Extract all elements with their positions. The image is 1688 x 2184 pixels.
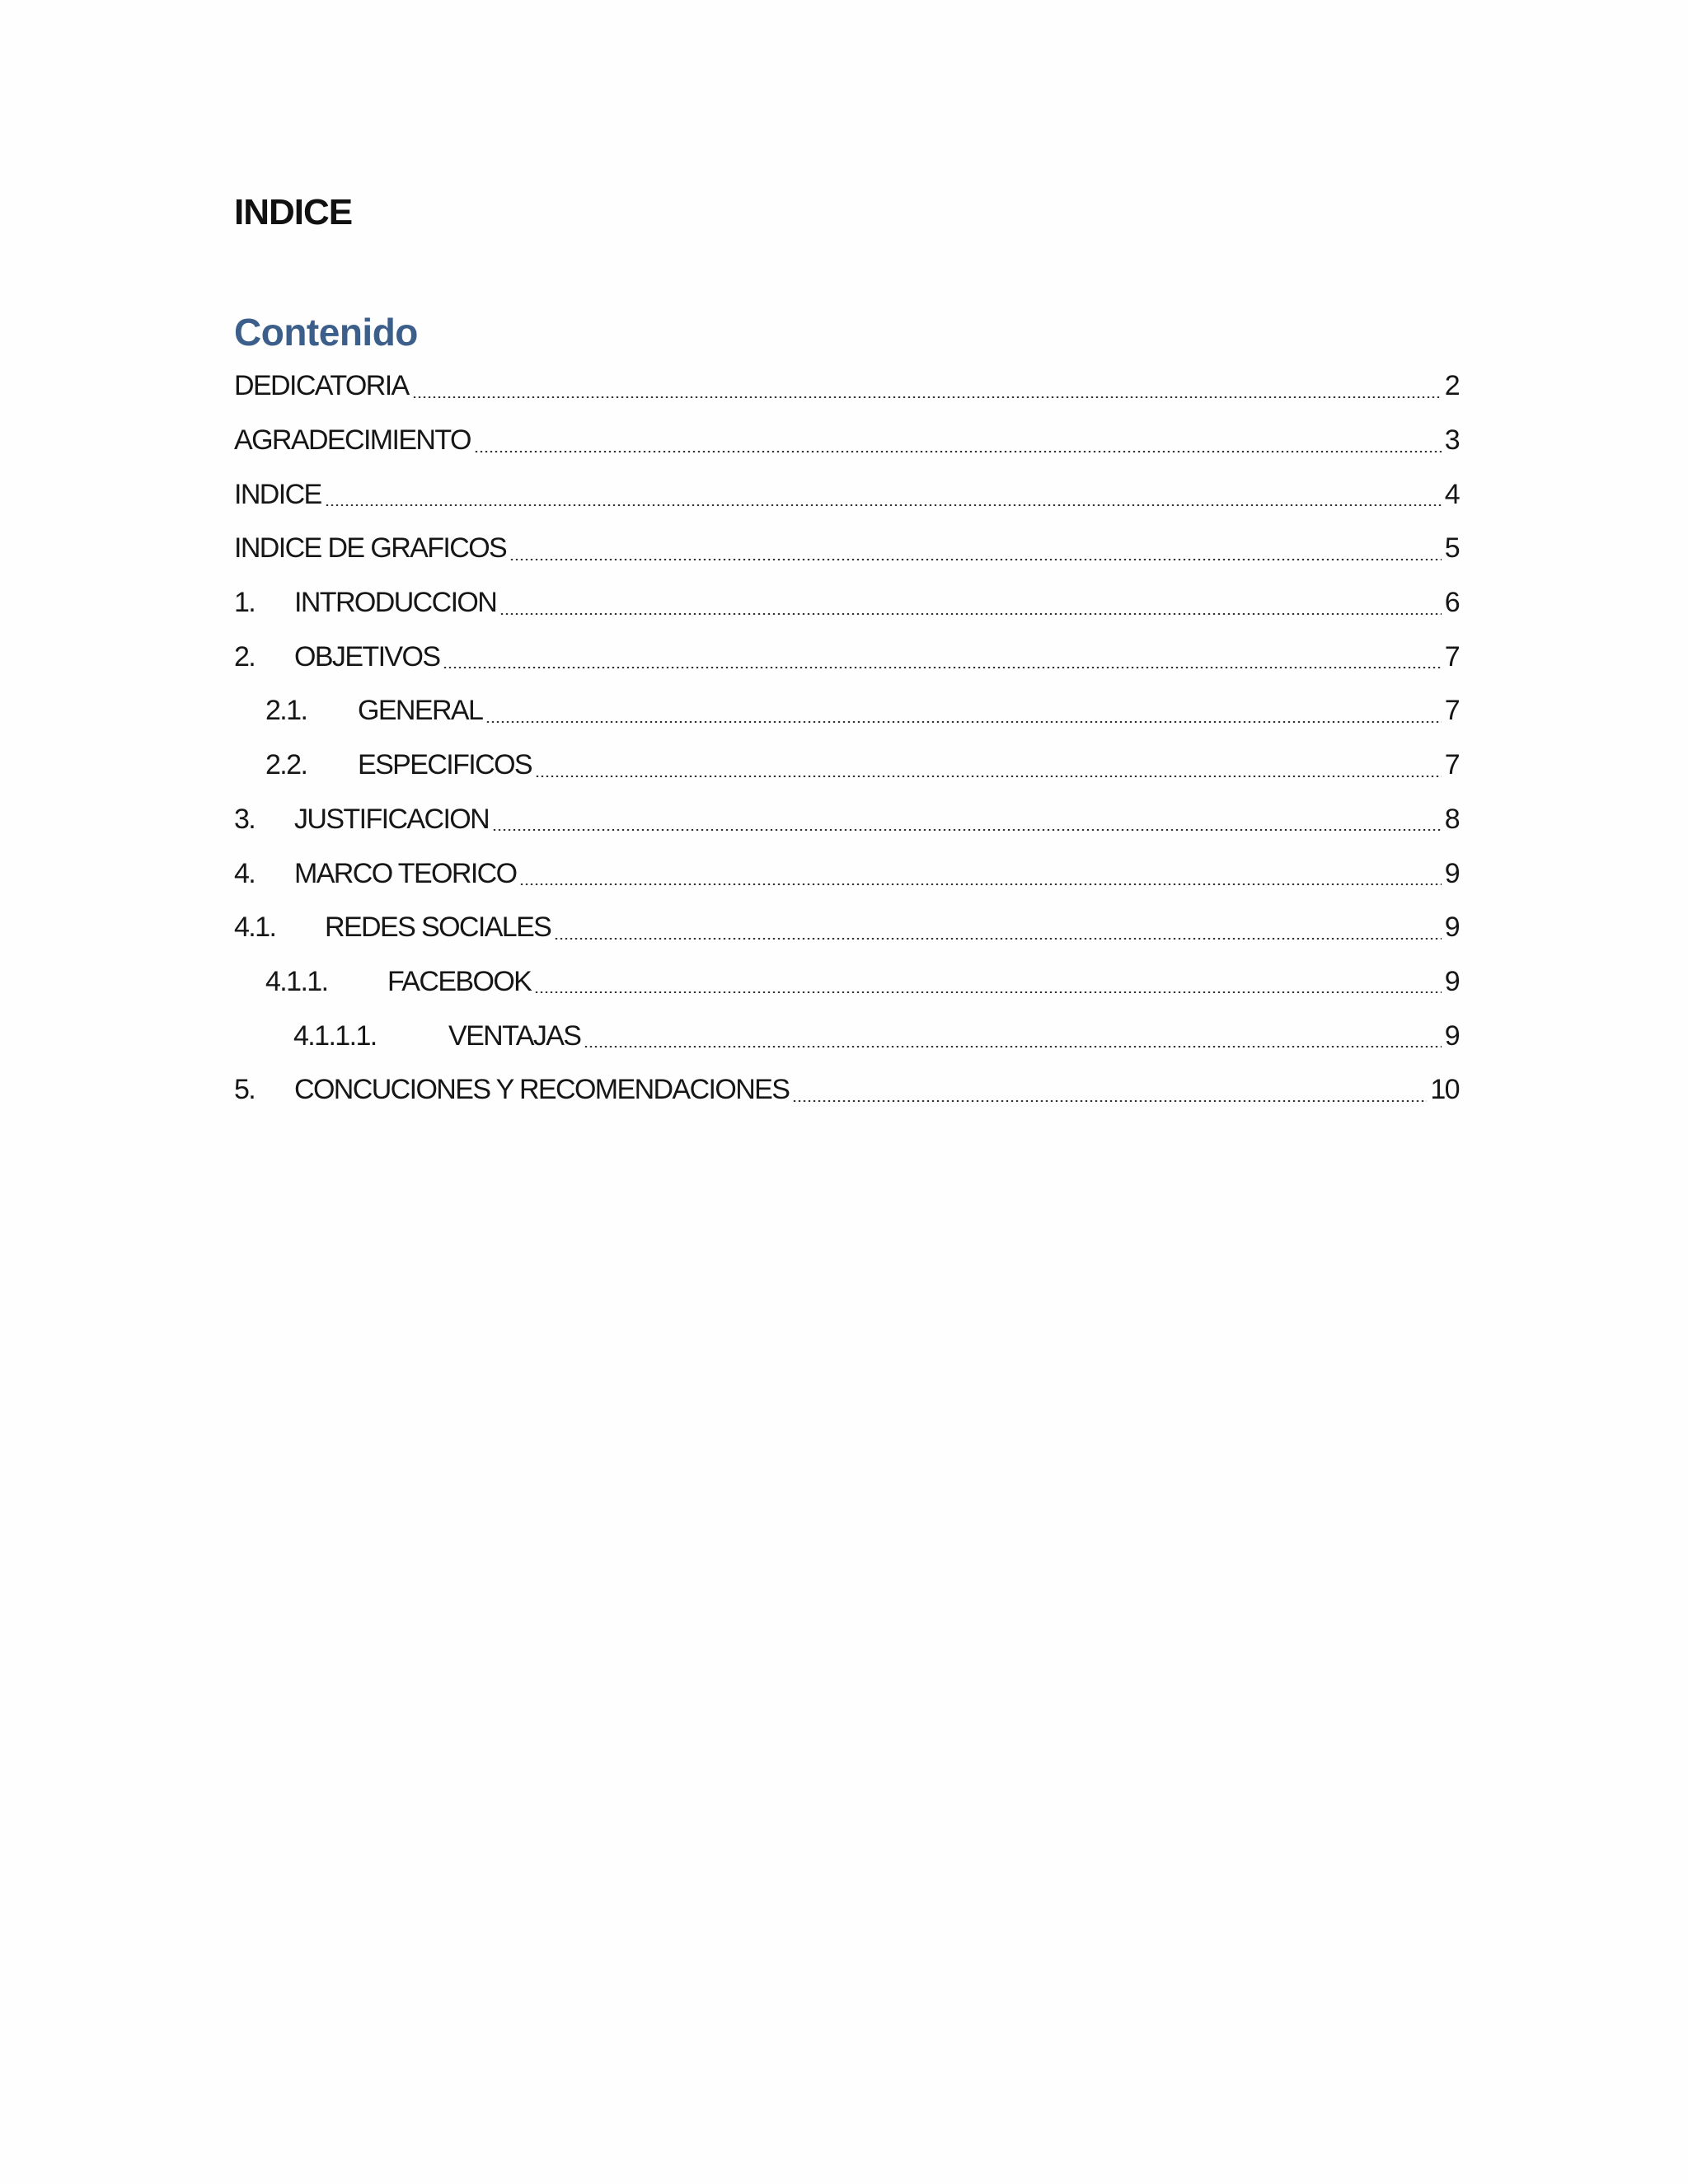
toc-entry-redes-sociales[interactable] bbox=[234, 901, 1459, 955]
toc-entry-objetivos[interactable] bbox=[234, 630, 1459, 684]
toc-entry-number: 4.1.1. bbox=[265, 965, 328, 997]
toc-entry-title: CONCUCIONES Y RECOMENDACIONES bbox=[294, 1074, 790, 1106]
toc-entry-number: 5. bbox=[234, 1074, 256, 1106]
page-title: INDICE bbox=[234, 192, 353, 232]
toc-entry-indice-de-graficos[interactable] bbox=[234, 522, 1459, 576]
dot-leader bbox=[443, 667, 1441, 668]
toc-entry-number: 2.2. bbox=[265, 749, 307, 781]
toc-entry-number: 4.1. bbox=[234, 912, 276, 944]
toc-entry-page: 9 bbox=[1444, 1019, 1459, 1052]
toc-entry-title: INTRODUCCION bbox=[294, 587, 497, 619]
toc-entry-title: OBJETIVOS bbox=[294, 640, 440, 673]
toc-entry-page: 5 bbox=[1444, 532, 1459, 565]
toc-entry-title: ESPECIFICOS bbox=[358, 749, 532, 781]
toc-entry-number: 1. bbox=[234, 587, 256, 619]
dot-leader bbox=[534, 991, 1441, 993]
dot-leader bbox=[474, 451, 1442, 452]
dot-leader bbox=[792, 1100, 1427, 1102]
dot-leader bbox=[584, 1046, 1441, 1047]
toc-entry-page: 9 bbox=[1444, 857, 1459, 889]
toc-entry-introduccion[interactable] bbox=[234, 576, 1459, 630]
dot-leader bbox=[325, 504, 1442, 506]
dot-leader bbox=[535, 776, 1442, 777]
toc-entry-title: MARCO TEORICO bbox=[294, 857, 517, 889]
dot-leader bbox=[554, 938, 1441, 940]
toc-entry-number: 3. bbox=[234, 803, 256, 835]
toc-heading: Contenido bbox=[234, 311, 418, 354]
toc-entry-page: 8 bbox=[1444, 803, 1459, 835]
toc-entry-page: 3 bbox=[1444, 424, 1459, 457]
toc-entry-ventajas[interactable] bbox=[234, 1009, 1459, 1063]
dot-leader bbox=[492, 829, 1442, 831]
toc-entry-title: INDICE DE GRAFICOS bbox=[234, 532, 507, 565]
toc-entry-conclusiones-y-recomendaciones[interactable] bbox=[234, 1063, 1459, 1118]
table-of-contents bbox=[234, 359, 1459, 1118]
toc-entry-general[interactable] bbox=[234, 684, 1459, 738]
dot-leader bbox=[509, 559, 1442, 560]
toc-entry-title: DEDICATORIA bbox=[234, 370, 409, 402]
toc-entry-marco-teorico[interactable] bbox=[234, 846, 1459, 901]
toc-entry-number: 2. bbox=[234, 640, 256, 673]
toc-entry-title: INDICE bbox=[234, 478, 321, 510]
toc-entry-page: 2 bbox=[1444, 370, 1459, 402]
toc-entry-title: REDES SOCIALES bbox=[325, 912, 551, 944]
toc-entry-especificos[interactable] bbox=[234, 738, 1459, 793]
toc-entry-page: 7 bbox=[1444, 640, 1459, 673]
toc-entry-page: 9 bbox=[1444, 912, 1459, 944]
dot-leader bbox=[485, 721, 1441, 723]
dot-leader bbox=[412, 396, 1442, 398]
toc-entry-indice[interactable] bbox=[234, 467, 1459, 522]
toc-entry-page: 4 bbox=[1444, 478, 1459, 510]
toc-entry-page: 6 bbox=[1444, 587, 1459, 619]
toc-entry-title: VENTAJAS bbox=[448, 1019, 581, 1052]
toc-entry-title: GENERAL bbox=[358, 695, 483, 727]
toc-entry-page: 7 bbox=[1444, 695, 1459, 727]
toc-entry-title: FACEBOOK bbox=[387, 965, 532, 997]
toc-entry-justificacion[interactable] bbox=[234, 793, 1459, 847]
dot-leader bbox=[519, 883, 1441, 885]
toc-entry-title: JUSTIFICACION bbox=[294, 803, 490, 835]
toc-entry-page: 9 bbox=[1444, 965, 1459, 997]
toc-entry-page: 10 bbox=[1430, 1074, 1459, 1106]
toc-entry-title: AGRADECIMIENTO bbox=[234, 424, 471, 457]
toc-entry-agradecimiento[interactable] bbox=[234, 414, 1459, 468]
toc-entry-dedicatoria[interactable] bbox=[234, 359, 1459, 414]
toc-entry-facebook[interactable] bbox=[234, 955, 1459, 1010]
dot-leader bbox=[499, 613, 1441, 615]
toc-entry-number: 4. bbox=[234, 857, 256, 889]
toc-entry-number: 2.1. bbox=[265, 695, 307, 727]
toc-entry-number: 4.1.1.1. bbox=[293, 1019, 377, 1052]
toc-entry-page: 7 bbox=[1444, 749, 1459, 781]
